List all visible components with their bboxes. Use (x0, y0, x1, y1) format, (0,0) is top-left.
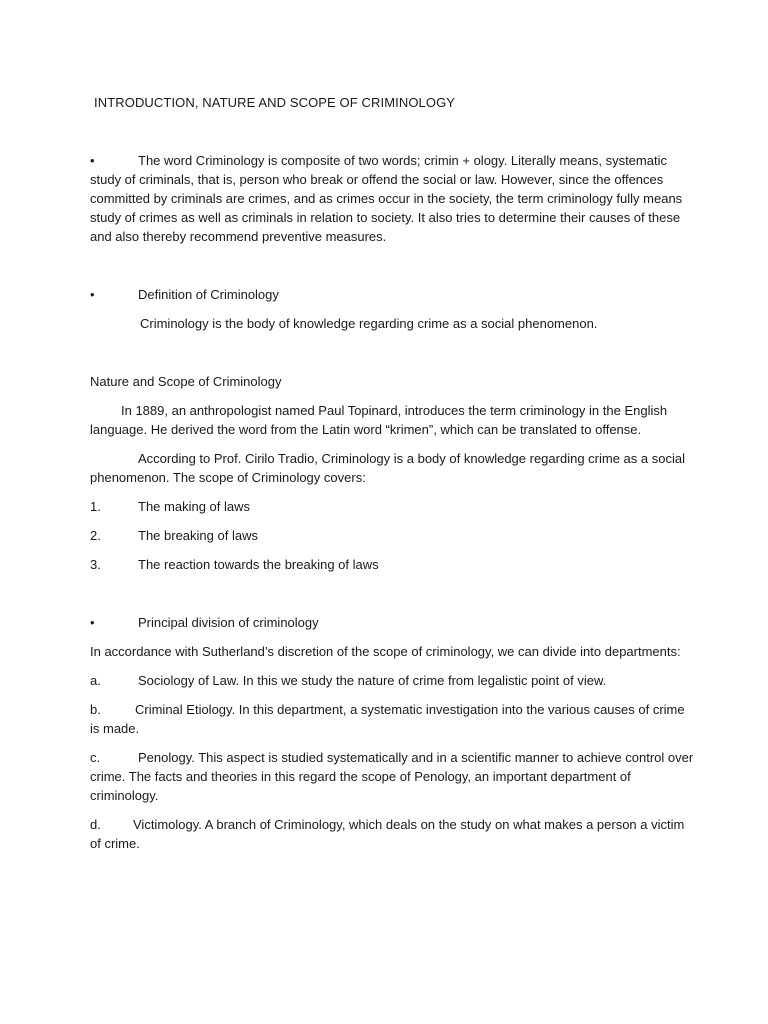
division-lead: Victimology. A branch of Criminology, which deals on the study on what makes a person a victim (133, 817, 685, 832)
intro-paragraph (90, 151, 683, 246)
definition-text: Criminology is the body of knowledge regarding crime as a social phenomenon. (140, 316, 598, 331)
list-text: The breaking of laws (138, 528, 258, 543)
division-line: criminology. (90, 788, 159, 803)
division-label: c. (90, 750, 101, 765)
bullet-mark: • (90, 287, 95, 302)
bullet-mark: • (90, 615, 95, 630)
division-lead: Criminal Etiology. In this department, a systematic investigation into the various causes of crime (135, 702, 685, 717)
division-line: is made. (90, 721, 140, 736)
division-label: d. (90, 817, 101, 832)
bullet-mark: • (90, 153, 95, 168)
document-title: INTRODUCTION, NATURE AND SCOPE OF CRIMINOLOGY (94, 95, 456, 110)
intro-line: study of criminals, that is, person who break or offend the social or law. However, since the offences (90, 172, 664, 187)
division-label: b. (90, 702, 101, 717)
division-item (90, 748, 694, 805)
division-line: of crime. (90, 836, 140, 851)
nature-heading: Nature and Scope of Criminology (90, 374, 282, 389)
division-line: crime. The facts and theories in this regard the scope of Penology, an important department of (90, 769, 631, 784)
division-intro-text: In accordance with Sutherland’s discretion of the scope of criminology, we can divide into departments: (90, 644, 681, 659)
list-number: 3. (90, 557, 101, 572)
intro-lead: The word Criminology is composite of two words; crimin + ology. Literally means, systematic (138, 153, 667, 168)
division-item (90, 700, 685, 738)
tradio-line: phenomenon. The scope of Criminology covers: (90, 470, 366, 485)
definition-section (90, 285, 676, 304)
definition-heading: Definition of Criminology (138, 287, 279, 302)
list-number: 1. (90, 499, 101, 514)
intro-line: and also thereby recommend preventive measures. (90, 229, 387, 244)
division-heading: Principal division of criminology (138, 615, 319, 630)
topinard-line: language. He derived the word from the Latin word “krimen”, which can be translated to offense. (90, 422, 642, 437)
division-item (90, 815, 685, 853)
division-lead: Penology. This aspect is studied systematically and in a scientific manner to achieve control over (138, 750, 694, 765)
topinard-paragraph (90, 401, 676, 439)
list-number: 2. (90, 528, 101, 543)
division-label: a. (90, 673, 101, 688)
intro-line: study of crimes as well as criminals in relation to society. It also tries to determine their causes of these (90, 210, 681, 225)
topinard-lead: In 1889, an anthropologist named Paul Topinard, introduces the term criminology in the English (121, 403, 668, 418)
division-intro (90, 642, 681, 661)
division-lead: Sociology of Law. In this we study the nature of crime from legalistic point of view. (138, 673, 607, 688)
tradio-paragraph (90, 449, 685, 487)
intro-line: committed by criminals are crimes, and as crimes occur in the society, the term criminology fully means (90, 191, 683, 206)
list-text: The reaction towards the breaking of laws (138, 557, 379, 572)
list-text: The making of laws (138, 499, 250, 514)
tradio-lead: According to Prof. Cirilo Tradio, Criminology is a body of knowledge regarding crime as a social (138, 451, 685, 466)
division-item (90, 671, 676, 690)
division-section (90, 613, 676, 632)
